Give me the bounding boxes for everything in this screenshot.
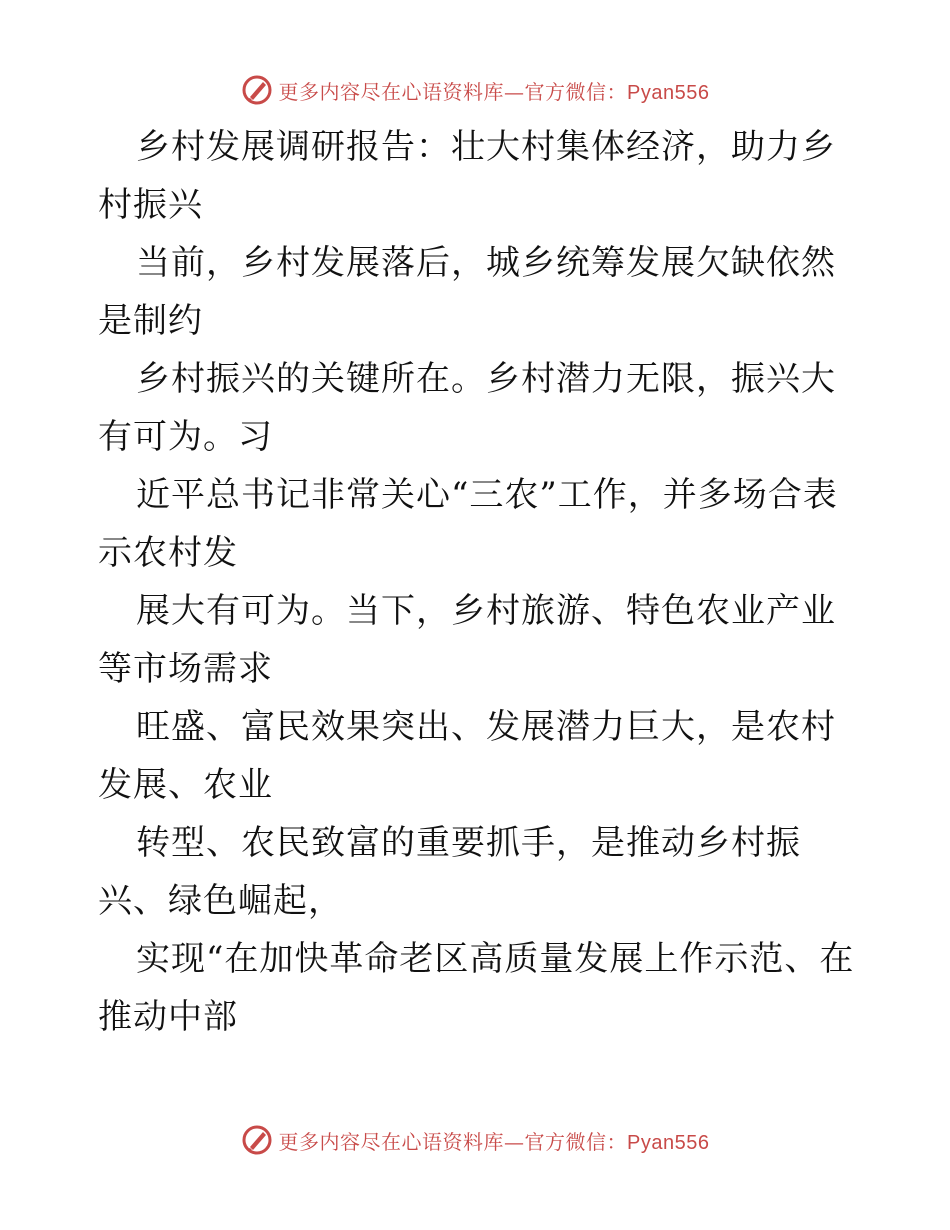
- footer-banner-text: [279, 1126, 710, 1155]
- header-banner-label: 更多内容尽在心语资料库—官方微信：: [278, 79, 628, 104]
- paragraph-1: 乡村发展调研报告：壮大村集体经济，助力乡村振兴: [98, 127, 836, 225]
- paragraph-2: 当前，乡村发展落后，城乡统筹发展欠缺依然是制约: [98, 243, 836, 341]
- paragraph-4: 近平总书记非常关心“三农”工作，并多场合表示农村发: [98, 475, 838, 573]
- paragraph-7: 转型、农民致富的重要抓手，是推动乡村振兴、绿色崛起，: [98, 823, 801, 921]
- header-banner: [0, 70, 950, 110]
- document-body: [98, 118, 858, 1046]
- paragraph-6: 旺盛、富民效果突出、发展潜力巨大，是农村发展、农业: [98, 707, 836, 805]
- paragraph-8: 实现“在加快革命老区高质量发展上作示范、在推动中部: [98, 939, 855, 1037]
- paragraph-5: 展大有可为。当下，乡村旅游、特色农业产业等市场需求: [98, 591, 836, 689]
- header-banner-text: [279, 76, 710, 105]
- header-banner-account: Pyan556: [627, 81, 710, 104]
- footer-banner: [0, 1120, 950, 1160]
- quill-pen-logo-icon: [241, 74, 273, 106]
- footer-banner-account: Pyan556: [627, 1131, 710, 1154]
- quill-pen-logo-icon: [241, 1124, 273, 1156]
- paragraph-3: 乡村振兴的关键所在。乡村潜力无限，振兴大有可为。习: [98, 359, 836, 457]
- footer-banner-label: 更多内容尽在心语资料库—官方微信：: [278, 1129, 628, 1154]
